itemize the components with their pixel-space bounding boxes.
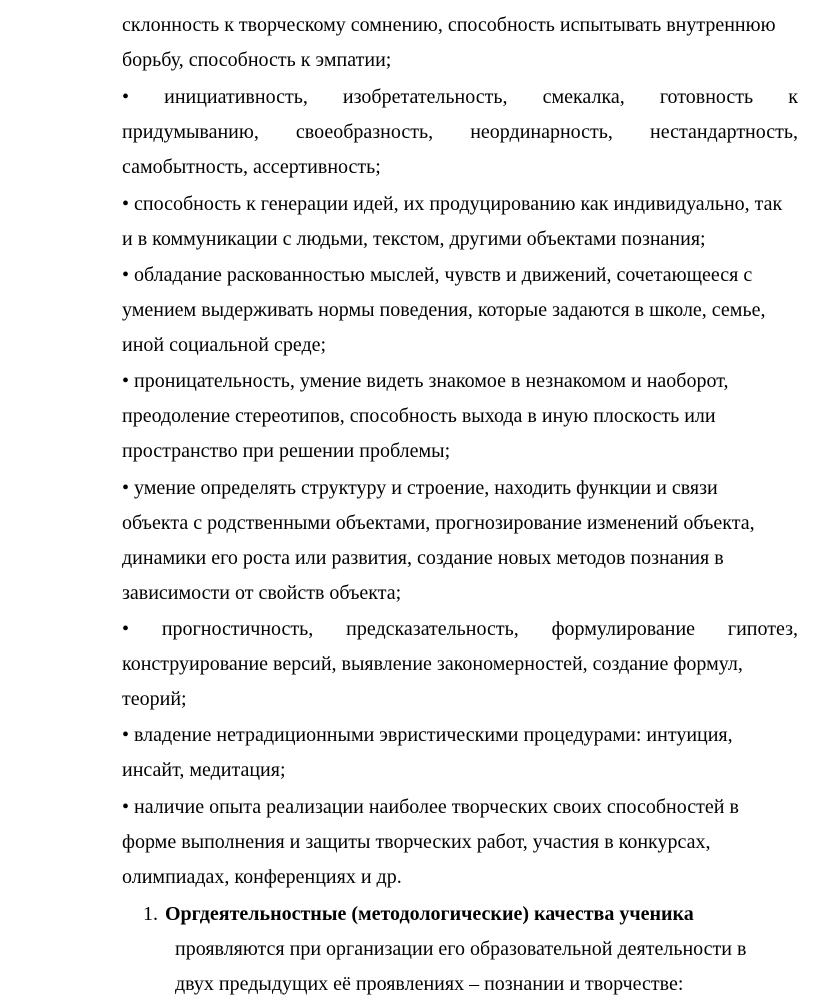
list-item-line: • наличие опыта реализации наиболее творческих своих способностей в (122, 796, 739, 818)
list-item-line: • инициативность, изобретательность, смекалка, готовность к (122, 86, 798, 108)
text-line: двух предыдущих её проявлениях – познании и творчестве: (175, 973, 684, 995)
text-line: борьбу, способность к эмпатии; (122, 49, 392, 71)
text-line: инсайт, медитация; (122, 759, 286, 781)
text-line: олимпиадах, конференциях и др. (122, 866, 402, 888)
text-line: конструирование версий, выявление закономерностей, создание формул, (122, 653, 743, 675)
section-heading: Оргдеятельностные (методологические) качества ученика (165, 903, 694, 925)
list-item-line: • способность к генерации идей, их продуцированию как индивидуально, так (122, 193, 783, 215)
text-line: динамики его роста или развития, создание новых методов познания в (122, 547, 724, 569)
text-line: иной социальной среде; (122, 334, 327, 356)
list-number: 1. (143, 903, 158, 925)
list-item-line: • обладание раскованностью мыслей, чувств и движений, сочетающееся с (122, 264, 753, 286)
text-line: объекта с родственными объектами, прогнозирование изменений объекта, (122, 512, 755, 534)
text-line: самобытность, ассертивность; (122, 156, 381, 178)
list-item-line: • проницательность, умение видеть знакомое в незнакомом и наоборот, (122, 370, 729, 392)
text-line: теорий; (122, 688, 187, 710)
text-line: зависимости от свойств объекта; (122, 582, 402, 604)
text-line: пространство при решении проблемы; (122, 440, 451, 462)
text-line: форме выполнения и защиты творческих работ, участия в конкурсах, (122, 831, 711, 853)
text-line: и в коммуникации с людьми, текстом, другими объектами познания; (122, 228, 706, 250)
text-line: придумыванию, своеобразность, неординарность, нестандартность, (122, 121, 798, 143)
text-line: склонность к творческому сомнению, способность испытывать внутреннюю (122, 14, 776, 36)
text-line: проявляются при организации его образовательной деятельности в (175, 938, 747, 960)
list-item-line: • прогностичность, предсказательность, формулирование гипотез, (122, 618, 798, 640)
text-line: умением выдерживать нормы поведения, которые задаются в школе, семье, (122, 299, 766, 321)
list-item-line: • владение нетрадиционными эвристическими процедурами: интуиция, (122, 724, 733, 746)
text-line: преодоление стереотипов, способность выхода в иную плоскость или (122, 405, 716, 427)
list-item-line: • умение определять структуру и строение, находить функции и связи (122, 477, 718, 499)
